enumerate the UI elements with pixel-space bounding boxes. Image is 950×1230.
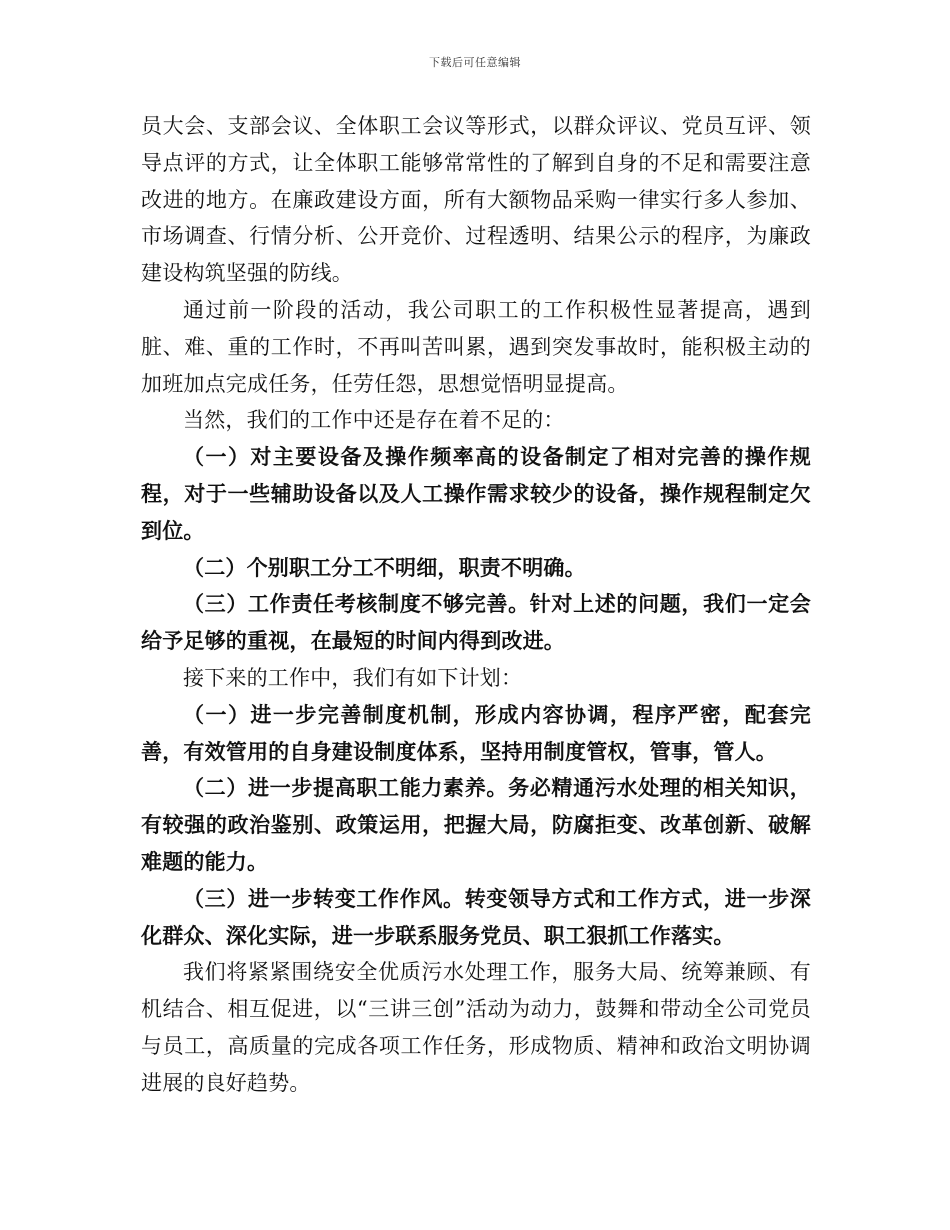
plan-item-1: （一）进一步完善制度机制，形成内容协调，程序严密，配套完善，有效管用的自身建设制度体系，坚持用制度管权，管事，管人。 <box>141 701 811 764</box>
paragraph-continuation: 员大会、支部会议、全体职工会议等形式，以群众评议、党员互评、领导点评的方式，让全体职工能够常常性的了解到自身的不足和需要注意改进的地方。在廉政建设方面，所有大额物品采购一律实行多人参加、市场调查、行情分析、公开竞价、过程透明、结果公示的程序，为廉政建设构筑坚强的防线。 <box>141 114 811 286</box>
page-header: 下载后可任意编辑 <box>429 56 521 69</box>
plan-item-3: （三）进一步转变工作作风。转变领导方式和工作方式，进一步深化群众、深化实际，进一步联系服务党员、职工狠抓工作落实。 <box>141 885 811 948</box>
paragraph-conclusion: 我们将紧紧围绕安全优质污水处理工作，服务大局、统筹兼顾、有机结合、相互促进，以“三讲三创”活动为动力，鼓舞和带动全公司党员与员工，高质量的完成各项工作任务，形成物质、精神和政治文明协调进展的良好趋势。 <box>141 960 811 1095</box>
shortcoming-item-3: （三）工作责任考核制度不够完善。针对上述的问题，我们一定会给予足够的重视，在最短的时间内得到改进。 <box>141 591 811 654</box>
document-body <box>141 108 811 1102</box>
paragraph-activity-results: 通过前一阶段的活动，我公司职工的工作积极性显著提高，遇到脏、难、重的工作时，不再叫苦叫累，遇到突发事故时，能积极主动的加班加点完成任务，任劳任怨，思想觉悟明显提高。 <box>141 297 811 396</box>
shortcoming-item-2: （二）个别职工分工不明细，职责不明确。 <box>183 554 586 580</box>
paragraph-plan-intro: 接下来的工作中，我们有如下计划： <box>183 665 523 690</box>
shortcoming-item-1: （一）对主要设备及操作频率高的设备制定了相对完善的操作规程，对于一些辅助设备以及人工操作需求较少的设备，操作规程制定欠到位。 <box>141 444 811 543</box>
plan-item-2: （二）进一步提高职工能力素养。务必精通污水处理的相关知识，有较强的政治鉴别、政策运用，把握大局，防腐拒变、改革创新、破解难题的能力。 <box>141 775 811 874</box>
paragraph-shortcomings-intro: 当然，我们的工作中还是存在着不足的： <box>183 408 565 433</box>
